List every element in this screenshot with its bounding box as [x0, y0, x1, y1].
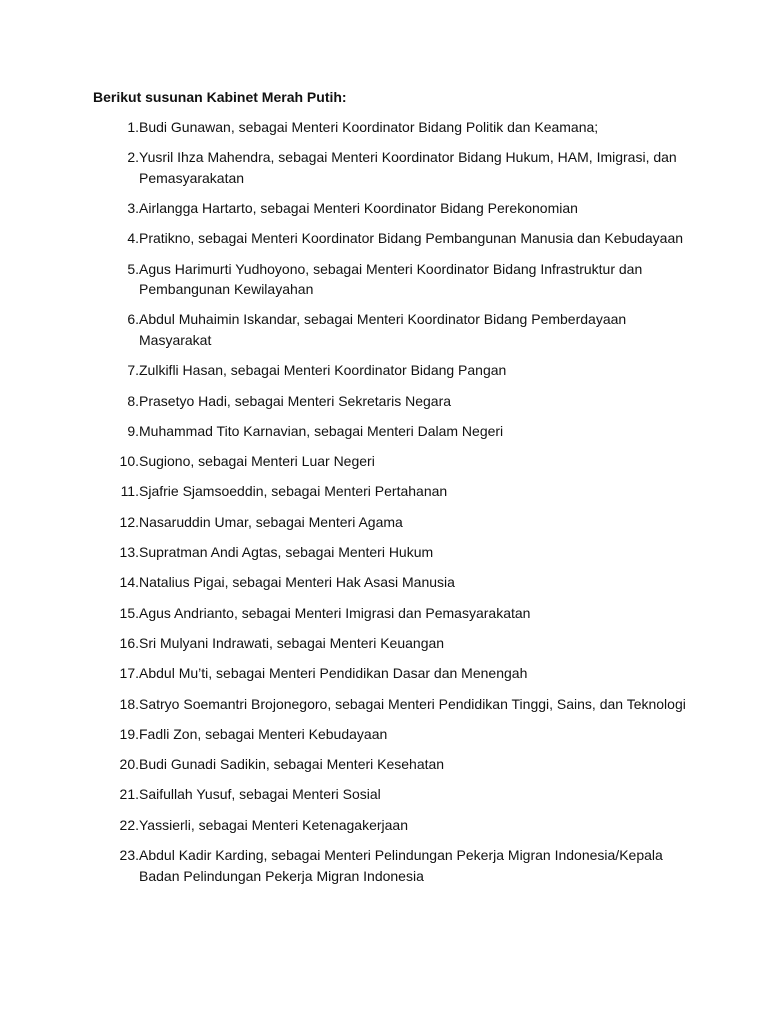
list-item — [93, 147, 693, 188]
list-item — [93, 694, 693, 715]
list-item — [93, 845, 693, 886]
list-item-text: Pratikno, sebagai Menteri Koordinator Bidang Pembangunan Manusia dan Kebudayaan — [139, 230, 684, 247]
list-item-text: Fadli Zon, sebagai Menteri Kebudayaan — [139, 725, 388, 742]
list-item-text: Budi Gunadi Sadikin, sebagai Menteri Kesehatan — [139, 756, 445, 773]
list-item-number: 2. — [127, 149, 139, 166]
list-item-text: Abdul Kadir Karding, sebagai Menteri Pelindungan Pekerja Migran Indonesia/Kepala Badan Pelindungan Pekerja Migran Indonesia — [139, 847, 663, 884]
list-item-text: Sjafrie Sjamsoeddin, sebagai Menteri Pertahanan — [139, 483, 448, 500]
list-item-number: 16. — [119, 634, 139, 651]
list-item-number: 23. — [119, 847, 139, 864]
list-item-number: 9. — [127, 422, 139, 439]
list-item-text: Natalius Pigai, sebagai Menteri Hak Asasi Manusia — [139, 574, 455, 591]
list-item-number: 10. — [119, 453, 139, 470]
list-item-number: 4. — [127, 230, 139, 247]
list-item-text: Nasaruddin Umar, sebagai Menteri Agama — [139, 513, 403, 530]
list-item-text: Zulkifli Hasan, sebagai Menteri Koordinator Bidang Pangan — [139, 362, 507, 379]
list-item-text: Abdul Muhaimin Iskandar, sebagai Menteri Koordinator Bidang Pemberdayaan Masyarakat — [139, 311, 627, 348]
list-item — [93, 259, 693, 300]
list-item-number: 15. — [119, 604, 139, 621]
list-item-number: 18. — [119, 695, 139, 712]
list-item-number: 19. — [119, 725, 139, 742]
list-item-text: Agus Harimurti Yudhoyono, sebagai Menteri Koordinator Bidang Infrastruktur dan Pembangunan Kewilayahan — [139, 260, 643, 298]
list-item-text: Sugiono, sebagai Menteri Luar Negeri — [139, 453, 375, 470]
list-item-number: 11. — [120, 483, 139, 500]
list-item — [93, 724, 693, 745]
list-item-text: Saifullah Yusuf, sebagai Menteri Sosial — [139, 786, 381, 803]
list-item-text: Budi Gunawan, sebagai Menteri Koordinator Bidang Politik dan Keamana; — [139, 119, 599, 135]
list-item-text: Abdul Mu’ti, sebagai Menteri Pendidikan Dasar dan Menengah — [139, 665, 528, 682]
list-item-number: 6. — [127, 311, 139, 328]
list-item — [93, 633, 693, 654]
document-heading: Berikut susunan Kabinet Merah Putih: — [93, 89, 347, 105]
list-item — [93, 512, 693, 533]
list-item — [93, 815, 693, 836]
list-item-number: 5. — [127, 260, 139, 277]
list-item — [93, 198, 693, 219]
list-item — [93, 117, 693, 138]
list-item — [93, 481, 693, 502]
list-item-number: 14. — [119, 574, 139, 591]
list-item-number: 21. — [119, 786, 139, 803]
list-item-text: Yassierli, sebagai Menteri Ketenagakerjaan — [139, 816, 409, 833]
list-item-text: Satryo Soemantri Brojonegoro, sebagai Menteri Pendidikan Tinggi, Sains, dan Teknologi — [139, 695, 686, 712]
list-item — [93, 663, 693, 684]
list-item — [93, 754, 693, 775]
list-item — [93, 309, 693, 350]
list-item-text: Yusril Ihza Mahendra, sebagai Menteri Koordinator Bidang Hukum, HAM, Imigrasi, dan Pemasyarakatan — [139, 149, 677, 186]
list-item-number: 20. — [119, 756, 139, 773]
list-item — [93, 421, 693, 442]
list-item — [93, 391, 693, 412]
list-item-text: Prasetyo Hadi, sebagai Menteri Sekretaris Negara — [139, 392, 452, 409]
list-item — [93, 784, 693, 805]
list-item-number: 7. — [127, 362, 139, 379]
list-item-number: 17. — [119, 665, 139, 682]
list-item-number: 13. — [119, 544, 139, 561]
list-item — [93, 451, 693, 472]
list-item — [93, 572, 693, 593]
list-item-number: 22. — [119, 816, 139, 833]
list-item-text: Supratman Andi Agtas, sebagai Menteri Hukum — [139, 544, 434, 561]
list-item-number: 3. — [127, 200, 139, 217]
list-item — [93, 603, 693, 624]
list-item-number: 8. — [127, 392, 139, 409]
list-item-text: Airlangga Hartarto, sebagai Menteri Koordinator Bidang Perekonomian — [139, 200, 578, 217]
list-item — [93, 228, 693, 249]
list-item — [93, 360, 693, 381]
list-item-number: 12. — [119, 513, 139, 530]
list-item — [93, 542, 693, 563]
list-item-text: Sri Mulyani Indrawati, sebagai Menteri Keuangan — [139, 634, 445, 651]
list-item-number: 1. — [127, 119, 139, 135]
list-item-text: Muhammad Tito Karnavian, sebagai Menteri Dalam Negeri — [139, 422, 504, 439]
list-item-text: Agus Andrianto, sebagai Menteri Imigrasi dan Pemasyarakatan — [139, 604, 531, 621]
cabinet-list — [93, 117, 693, 896]
